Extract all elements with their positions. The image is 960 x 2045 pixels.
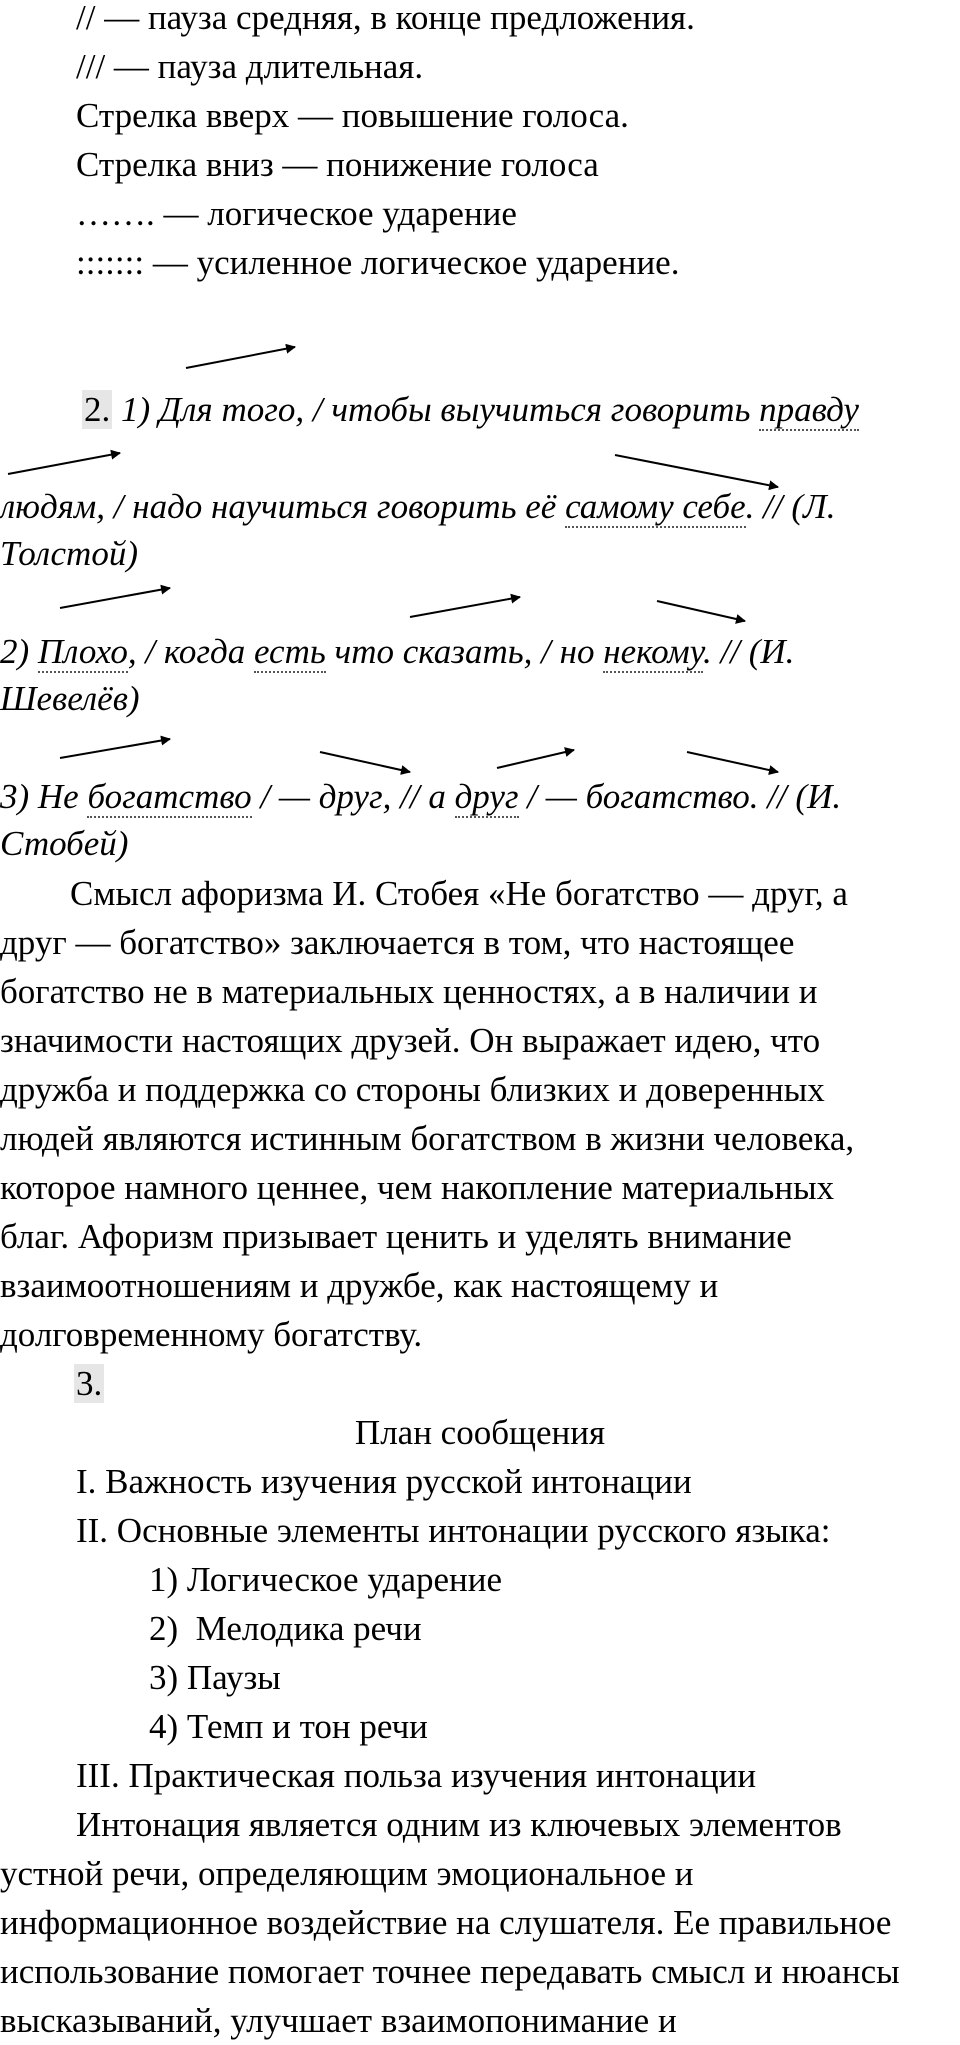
- stress-word: друг: [454, 777, 519, 816]
- stress-word: есть: [253, 632, 326, 671]
- text-line-5: высказываний, улучшает взаимопонимание и: [0, 2001, 677, 2040]
- paragraph-line-8: благ. Афоризм призывает ценить и уделять внимание: [0, 1217, 792, 1256]
- task-number-2: 2.: [84, 390, 111, 429]
- arrow-up-6: [497, 750, 574, 768]
- sentence-1-line-1: [82, 386, 859, 434]
- plan-sub-item-3: 3) Паузы: [149, 1658, 281, 1697]
- sentence-3-line-1: [0, 773, 841, 821]
- arrow-down-3: [320, 752, 410, 772]
- arrow-up-2: [8, 453, 120, 474]
- stress-word: богатство: [87, 777, 252, 816]
- plan-title: План сообщения: [354, 1413, 606, 1452]
- sentence-3-part-b: / — друг, // а: [251, 777, 455, 816]
- paragraph-line-5: дружба и поддержка со стороны близких и доверенных: [0, 1070, 825, 1109]
- sentence-2-part-a: 2): [0, 632, 38, 671]
- paragraph-line-4: значимости настоящих друзей. Он выражает идею, что: [0, 1021, 821, 1060]
- stress-word: Плохо: [37, 632, 128, 671]
- task-number-3-line: [74, 1360, 104, 1408]
- legend-line-4: Стрелка вниз — понижение голоса: [76, 145, 599, 184]
- sentence-1-part-b: людям, / надо научиться говорить её: [0, 487, 566, 526]
- legend-line-6: ::::::: — усиленное логическое ударение.: [76, 243, 680, 282]
- text-line-3: информационное воздействие на слушателя. Ее правильное: [0, 1903, 892, 1942]
- arrow-down-2: [657, 601, 745, 621]
- text-line-2: устной речи, определяющим эмоциональное и: [0, 1854, 694, 1893]
- plan-item-2: II. Основные элементы интонации русского языка:: [76, 1511, 831, 1550]
- arrow-up-1: [186, 347, 295, 368]
- text-line-1: Интонация является одним из ключевых элементов: [76, 1805, 842, 1844]
- plan-item-1: I. Важность изучения русской интонации: [76, 1462, 692, 1501]
- plan-sub-item-2: 2) Мелодика речи: [149, 1609, 422, 1648]
- sentence-2-author: Шевелёв): [0, 679, 140, 718]
- task-number-3: 3.: [76, 1364, 103, 1403]
- sentence-1-author: Толстой): [0, 534, 138, 573]
- paragraph-line-10: долговременному богатству.: [0, 1315, 423, 1354]
- paragraph-line-3: богатство не в материальных ценностях, а в наличии и: [0, 972, 818, 1011]
- legend-line-1: // — пауза средняя, в конце предложения.: [76, 0, 695, 37]
- stress-word: некому: [603, 632, 704, 671]
- paragraph-line-6: людей являются истинным богатством в жизни человека,: [0, 1119, 855, 1158]
- sentence-2-part-d: . // (И.: [703, 632, 795, 671]
- plan-sub-item-1: 1) Логическое ударение: [149, 1560, 503, 1599]
- sentence-1-line-2: [0, 483, 835, 531]
- arrow-up-4: [410, 597, 520, 617]
- sentence-3-part-a: 3) Не: [0, 777, 88, 816]
- arrow-down-4: [687, 752, 778, 772]
- sentence-1-part-a: 1) Для того, / чтобы выучиться говорить: [112, 390, 760, 429]
- arrow-up-5: [60, 739, 170, 758]
- stress-word: самому себе: [565, 487, 746, 526]
- legend-line-3: Стрелка вверх — повышение голоса.: [76, 96, 629, 135]
- sentence-2-line-1: [0, 628, 794, 676]
- legend-line-5: ……. — логическое ударение: [76, 194, 517, 233]
- sentence-3-part-c: / — богатство. // (И.: [518, 777, 842, 816]
- plan-item-3: III. Практическая польза изучения интонации: [76, 1756, 757, 1795]
- stress-word: правду: [759, 390, 859, 429]
- legend-line-2: /// — пауза длительная.: [76, 47, 424, 86]
- arrow-up-3: [60, 588, 170, 608]
- text-line-4: использование помогает точнее передавать смысл и нюансы: [0, 1952, 900, 1991]
- paragraph-line-1: Смысл афоризма И. Стобея «Не богатство — друг, а: [0, 874, 848, 913]
- sentence-1-part-c: . // (Л.: [745, 487, 836, 526]
- paragraph-line-9: взаимоотношениям и дружбе, как настоящему и: [0, 1266, 719, 1305]
- sentence-3-author: Стобей): [0, 824, 129, 863]
- sentence-2-part-b: , / когда: [127, 632, 254, 671]
- sentence-2-part-c: что сказать, / но: [325, 632, 604, 671]
- paragraph-line-2: друг — богатство» заключается в том, что настоящее: [0, 923, 795, 962]
- paragraph-line-7: которое намного ценнее, чем накопление материальных: [0, 1168, 835, 1207]
- plan-sub-item-4: 4) Темп и тон речи: [149, 1707, 428, 1746]
